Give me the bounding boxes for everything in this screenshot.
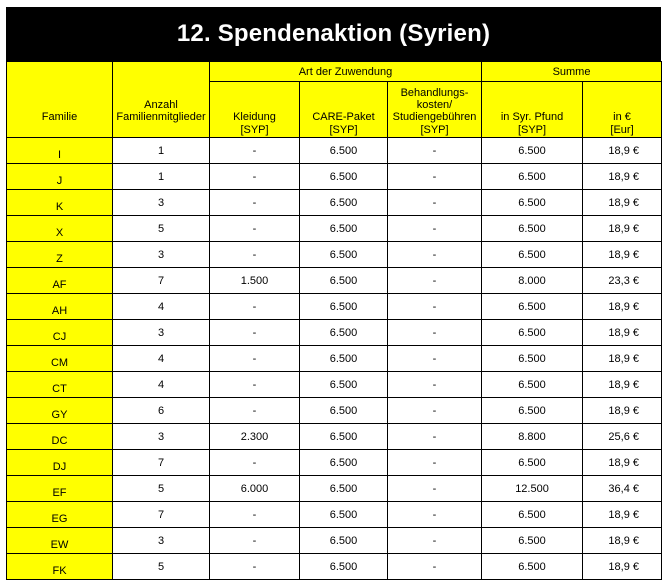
cell-care: 6.500 bbox=[300, 476, 388, 502]
cell-kleidung: - bbox=[210, 138, 300, 164]
cell-anzahl: 7 bbox=[113, 502, 210, 528]
table-row bbox=[7, 242, 662, 268]
cell-behandlung: - bbox=[388, 372, 482, 398]
cell-eur: 18,9 € bbox=[583, 450, 662, 476]
header-behandlung bbox=[388, 82, 482, 125]
cell-kleidung: 1.500 bbox=[210, 268, 300, 294]
cell-kleidung: - bbox=[210, 216, 300, 242]
cell-familie: FK bbox=[7, 554, 113, 580]
cell-syp: 6.500 bbox=[482, 294, 583, 320]
cell-behandlung: - bbox=[388, 320, 482, 346]
table-row bbox=[7, 502, 662, 528]
cell-familie: EF bbox=[7, 476, 113, 502]
cell-kleidung: - bbox=[210, 242, 300, 268]
cell-kleidung: - bbox=[210, 190, 300, 216]
cell-kleidung: - bbox=[210, 372, 300, 398]
cell-care: 6.500 bbox=[300, 320, 388, 346]
cell-syp: 6.500 bbox=[482, 216, 583, 242]
cell-syp: 8.800 bbox=[482, 424, 583, 450]
cell-eur: 18,9 € bbox=[583, 242, 662, 268]
cell-eur: 18,9 € bbox=[583, 294, 662, 320]
cell-kleidung: - bbox=[210, 346, 300, 372]
cell-familie: DJ bbox=[7, 450, 113, 476]
cell-eur: 18,9 € bbox=[583, 554, 662, 580]
cell-syp: 6.500 bbox=[482, 346, 583, 372]
cell-kleidung: - bbox=[210, 450, 300, 476]
cell-eur: 18,9 € bbox=[583, 372, 662, 398]
donation-table bbox=[6, 61, 662, 580]
cell-anzahl: 5 bbox=[113, 476, 210, 502]
cell-behandlung: - bbox=[388, 138, 482, 164]
cell-care: 6.500 bbox=[300, 450, 388, 476]
cell-care: 6.500 bbox=[300, 268, 388, 294]
cell-familie: EG bbox=[7, 502, 113, 528]
cell-syp: 6.500 bbox=[482, 190, 583, 216]
cell-familie: CT bbox=[7, 372, 113, 398]
cell-kleidung: 6.000 bbox=[210, 476, 300, 502]
table-row bbox=[7, 476, 662, 502]
cell-behandlung: - bbox=[388, 164, 482, 190]
cell-eur: 18,9 € bbox=[583, 320, 662, 346]
cell-anzahl: 4 bbox=[113, 294, 210, 320]
unit-eur: [Eur] bbox=[583, 124, 662, 138]
header-behandlung-line1: Behandlungs- bbox=[400, 87, 469, 99]
header-anzahl-unit bbox=[113, 124, 210, 138]
cell-behandlung: - bbox=[388, 424, 482, 450]
spreadsheet bbox=[6, 7, 661, 580]
cell-eur: 18,9 € bbox=[583, 528, 662, 554]
cell-behandlung: - bbox=[388, 190, 482, 216]
cell-care: 6.500 bbox=[300, 138, 388, 164]
cell-familie: Z bbox=[7, 242, 113, 268]
cell-behandlung: - bbox=[388, 398, 482, 424]
header-syr-pfund: in Syr. Pfund bbox=[482, 82, 583, 125]
cell-kleidung: 2.300 bbox=[210, 424, 300, 450]
cell-eur: 25,6 € bbox=[583, 424, 662, 450]
cell-familie: X bbox=[7, 216, 113, 242]
unit-kleidung: [SYP] bbox=[210, 124, 300, 138]
cell-anzahl: 1 bbox=[113, 164, 210, 190]
table-row bbox=[7, 450, 662, 476]
cell-behandlung: - bbox=[388, 502, 482, 528]
table-row bbox=[7, 346, 662, 372]
cell-care: 6.500 bbox=[300, 554, 388, 580]
cell-syp: 6.500 bbox=[482, 528, 583, 554]
cell-familie: AH bbox=[7, 294, 113, 320]
cell-syp: 6.500 bbox=[482, 320, 583, 346]
cell-care: 6.500 bbox=[300, 502, 388, 528]
cell-care: 6.500 bbox=[300, 346, 388, 372]
cell-syp: 6.500 bbox=[482, 372, 583, 398]
cell-familie: CJ bbox=[7, 320, 113, 346]
cell-anzahl: 3 bbox=[113, 528, 210, 554]
table-row bbox=[7, 164, 662, 190]
cell-behandlung: - bbox=[388, 294, 482, 320]
cell-eur: 18,9 € bbox=[583, 346, 662, 372]
cell-anzahl: 3 bbox=[113, 424, 210, 450]
cell-familie: J bbox=[7, 164, 113, 190]
cell-care: 6.500 bbox=[300, 372, 388, 398]
cell-kleidung: - bbox=[210, 294, 300, 320]
cell-behandlung: - bbox=[388, 528, 482, 554]
cell-kleidung: - bbox=[210, 554, 300, 580]
cell-familie: DC bbox=[7, 424, 113, 450]
header-familie: Familie bbox=[7, 82, 113, 125]
cell-behandlung: - bbox=[388, 476, 482, 502]
cell-behandlung: - bbox=[388, 346, 482, 372]
cell-care: 6.500 bbox=[300, 216, 388, 242]
table-row bbox=[7, 268, 662, 294]
cell-familie: AF bbox=[7, 268, 113, 294]
cell-familie: I bbox=[7, 138, 113, 164]
cell-syp: 6.500 bbox=[482, 502, 583, 528]
table-row bbox=[7, 372, 662, 398]
cell-anzahl: 5 bbox=[113, 216, 210, 242]
cell-eur: 23,3 € bbox=[583, 268, 662, 294]
cell-kleidung: - bbox=[210, 528, 300, 554]
cell-syp: 6.500 bbox=[482, 398, 583, 424]
cell-eur: 18,9 € bbox=[583, 216, 662, 242]
cell-anzahl: 4 bbox=[113, 372, 210, 398]
cell-kleidung: - bbox=[210, 502, 300, 528]
header-group-art: Art der Zuwendung bbox=[210, 62, 482, 82]
header-anzahl bbox=[113, 82, 210, 125]
table-row bbox=[7, 554, 662, 580]
cell-care: 6.500 bbox=[300, 190, 388, 216]
cell-care: 6.500 bbox=[300, 398, 388, 424]
cell-behandlung: - bbox=[388, 554, 482, 580]
unit-behandlung: [SYP] bbox=[388, 124, 482, 138]
cell-anzahl: 3 bbox=[113, 190, 210, 216]
header-care: CARE-Paket bbox=[300, 82, 388, 125]
table-row bbox=[7, 320, 662, 346]
cell-anzahl: 3 bbox=[113, 320, 210, 346]
header-euro: in € bbox=[583, 82, 662, 125]
header-anzahl-top bbox=[113, 62, 210, 82]
unit-syp: [SYP] bbox=[482, 124, 583, 138]
cell-behandlung: - bbox=[388, 450, 482, 476]
cell-syp: 12.500 bbox=[482, 476, 583, 502]
table-row bbox=[7, 190, 662, 216]
cell-anzahl: 5 bbox=[113, 554, 210, 580]
cell-anzahl: 1 bbox=[113, 138, 210, 164]
table-row bbox=[7, 528, 662, 554]
cell-behandlung: - bbox=[388, 216, 482, 242]
table-row bbox=[7, 216, 662, 242]
cell-familie: K bbox=[7, 190, 113, 216]
cell-care: 6.500 bbox=[300, 528, 388, 554]
cell-care: 6.500 bbox=[300, 164, 388, 190]
cell-anzahl: 7 bbox=[113, 450, 210, 476]
table-row bbox=[7, 294, 662, 320]
cell-anzahl: 7 bbox=[113, 268, 210, 294]
cell-behandlung: - bbox=[388, 268, 482, 294]
unit-care: [SYP] bbox=[300, 124, 388, 138]
cell-syp: 6.500 bbox=[482, 138, 583, 164]
cell-care: 6.500 bbox=[300, 424, 388, 450]
cell-syp: 6.500 bbox=[482, 242, 583, 268]
cell-anzahl: 4 bbox=[113, 346, 210, 372]
header-anzahl-line2: Familienmitglieder bbox=[116, 111, 206, 123]
cell-anzahl: 3 bbox=[113, 242, 210, 268]
cell-syp: 6.500 bbox=[482, 164, 583, 190]
header-familie-unit bbox=[7, 124, 113, 138]
cell-eur: 18,9 € bbox=[583, 138, 662, 164]
cell-care: 6.500 bbox=[300, 242, 388, 268]
cell-eur: 18,9 € bbox=[583, 190, 662, 216]
header-familie-top bbox=[7, 62, 113, 82]
cell-eur: 36,4 € bbox=[583, 476, 662, 502]
header-behandlung-line2: kosten/ bbox=[416, 99, 453, 111]
cell-anzahl: 6 bbox=[113, 398, 210, 424]
table-row bbox=[7, 138, 662, 164]
cell-familie: GY bbox=[7, 398, 113, 424]
cell-syp: 6.500 bbox=[482, 554, 583, 580]
cell-eur: 18,9 € bbox=[583, 502, 662, 528]
page-title: 12. Spendenaktion (Syrien) bbox=[6, 7, 661, 61]
cell-kleidung: - bbox=[210, 398, 300, 424]
cell-syp: 8.000 bbox=[482, 268, 583, 294]
cell-behandlung: - bbox=[388, 242, 482, 268]
cell-syp: 6.500 bbox=[482, 450, 583, 476]
cell-familie: CM bbox=[7, 346, 113, 372]
cell-kleidung: - bbox=[210, 164, 300, 190]
header-kleidung: Kleidung bbox=[210, 82, 300, 125]
cell-familie: EW bbox=[7, 528, 113, 554]
cell-kleidung: - bbox=[210, 320, 300, 346]
table-row bbox=[7, 424, 662, 450]
cell-care: 6.500 bbox=[300, 294, 388, 320]
cell-eur: 18,9 € bbox=[583, 398, 662, 424]
table-row bbox=[7, 398, 662, 424]
header-group-summe: Summe bbox=[482, 62, 662, 82]
cell-eur: 18,9 € bbox=[583, 164, 662, 190]
header-anzahl-line1: Anzahl bbox=[144, 99, 178, 111]
header-behandlung-line3: Studiengebühren bbox=[392, 111, 477, 123]
